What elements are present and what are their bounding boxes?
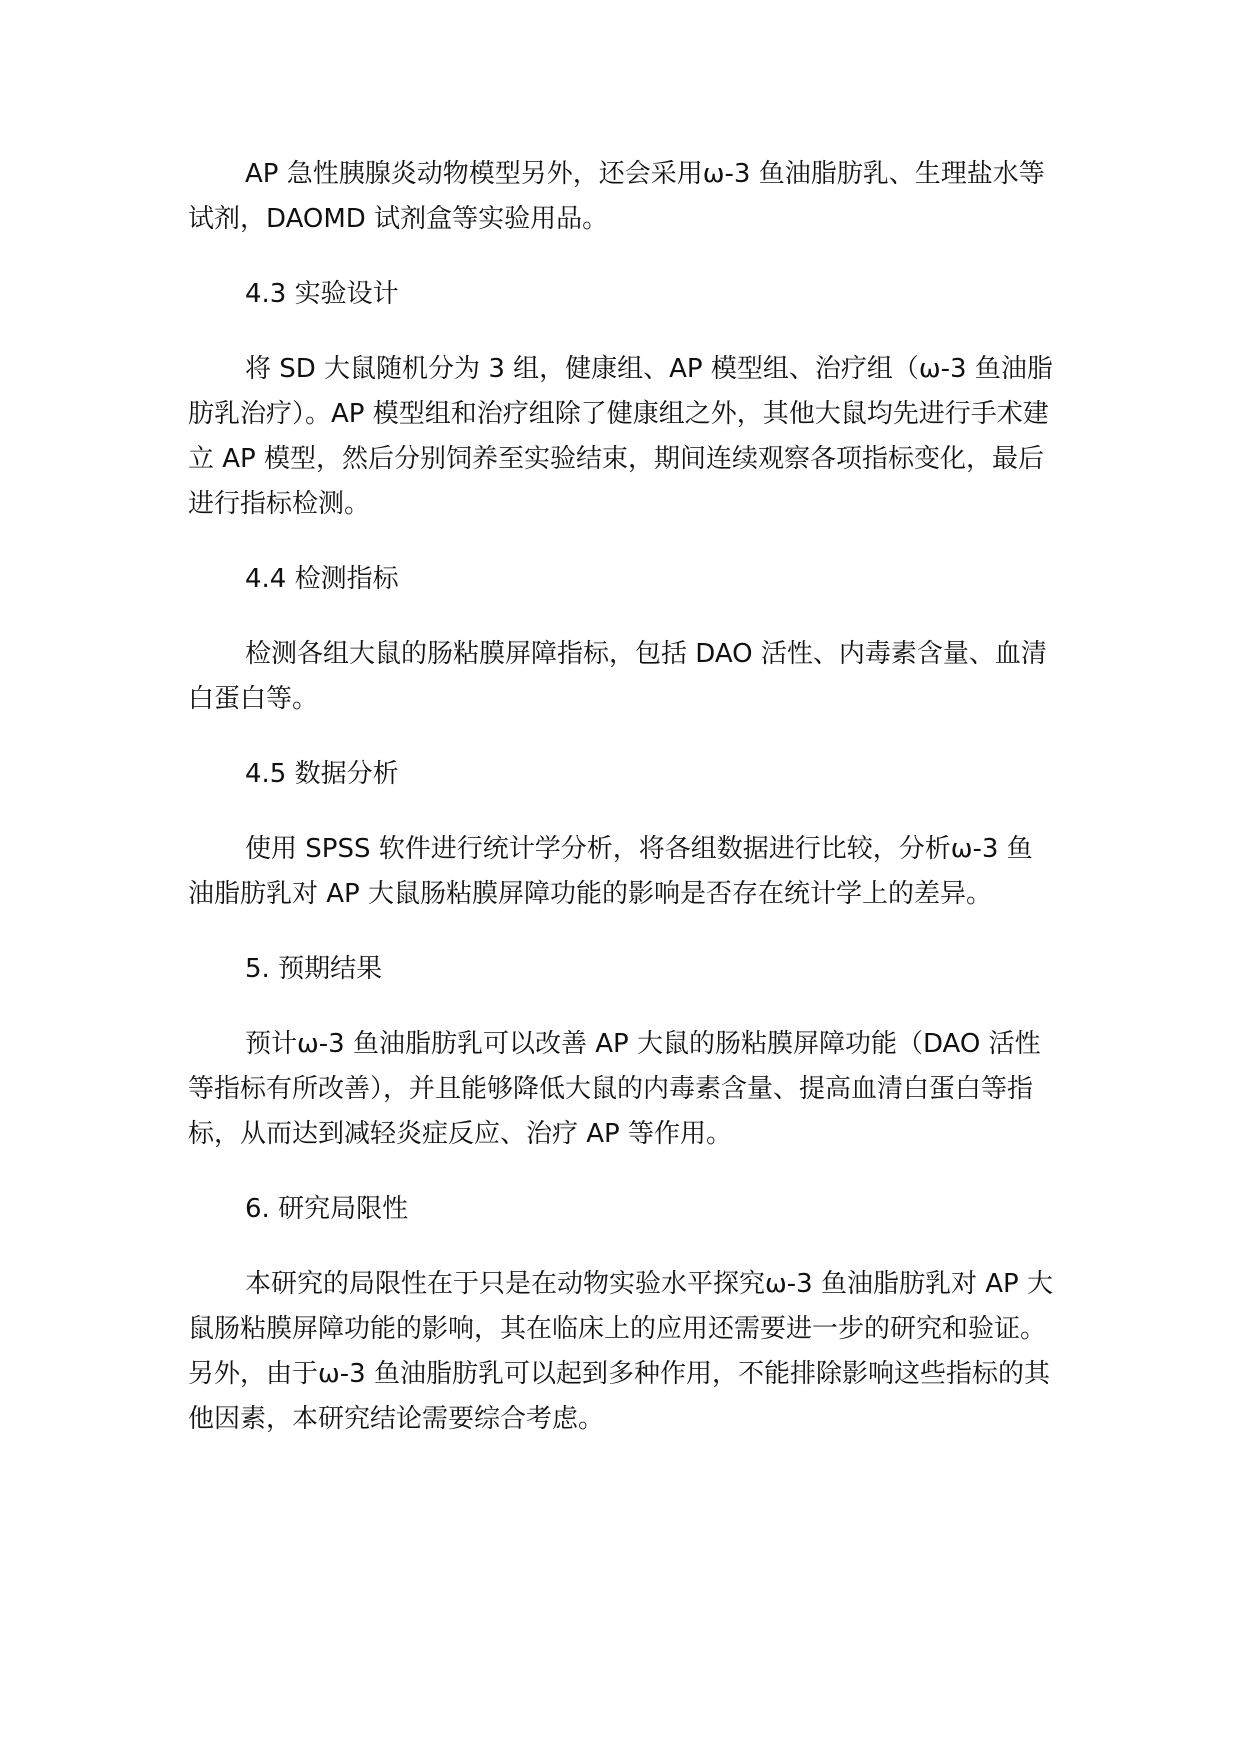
paragraph-experiment-design: 将 SD 大鼠随机分为 3 组，健康组、AP 模型组、治疗组（ω-3 鱼油脂肪乳治疗）。AP 模型组和治疗组除了健康组之外，其他大鼠均先进行手术建立 AP 模型，然后分别饲养至实验结束，期间连续观察各项指标变化，最后进行指标检测。 bbox=[188, 354, 1053, 519]
heading-detection-indicators: 4.4 检测指标 bbox=[245, 564, 399, 594]
heading-limitations: 6. 研究局限性 bbox=[245, 1194, 409, 1224]
paragraph-limitations: 本研究的局限性在于只是在动物实验水平探究ω-3 鱼油脂肪乳对 AP 大鼠肠粘膜屏障功能的影响，其在临床上的应用还需要进一步的研究和验证。另外，由于ω-3 鱼油脂肪乳可以起到多种作用，不能排除影响这些指标的其他因素，本研究结论需要综合考虑。 bbox=[188, 1269, 1053, 1434]
heading-data-analysis: 4.5 数据分析 bbox=[245, 759, 399, 789]
paragraph-materials: AP 急性胰腺炎动物模型另外，还会采用ω-3 鱼油脂肪乳、生理盐水等试剂，DAOMD 试剂盒等实验用品。 bbox=[188, 159, 1045, 234]
paragraph-data-analysis: 使用 SPSS 软件进行统计学分析，将各组数据进行比较，分析ω-3 鱼油脂肪乳对 AP 大鼠肠粘膜屏障功能的影响是否存在统计学上的差异。 bbox=[188, 834, 1033, 909]
heading-expected-results: 5. 预期结果 bbox=[245, 954, 383, 984]
paragraph-expected-results: 预计ω-3 鱼油脂肪乳可以改善 AP 大鼠的肠粘膜屏障功能（DAO 活性等指标有所改善），并且能够降低大鼠的内毒素含量、提高血清白蛋白等指标，从而达到减轻炎症反应、治疗 AP 等作用。 bbox=[188, 1029, 1041, 1149]
heading-experiment-design: 4.3 实验设计 bbox=[245, 279, 399, 309]
paragraph-detection-indicators: 检测各组大鼠的肠粘膜屏障指标，包括 DAO 活性、内毒素含量、血清白蛋白等。 bbox=[188, 639, 1047, 714]
document-page bbox=[188, 152, 1056, 1472]
